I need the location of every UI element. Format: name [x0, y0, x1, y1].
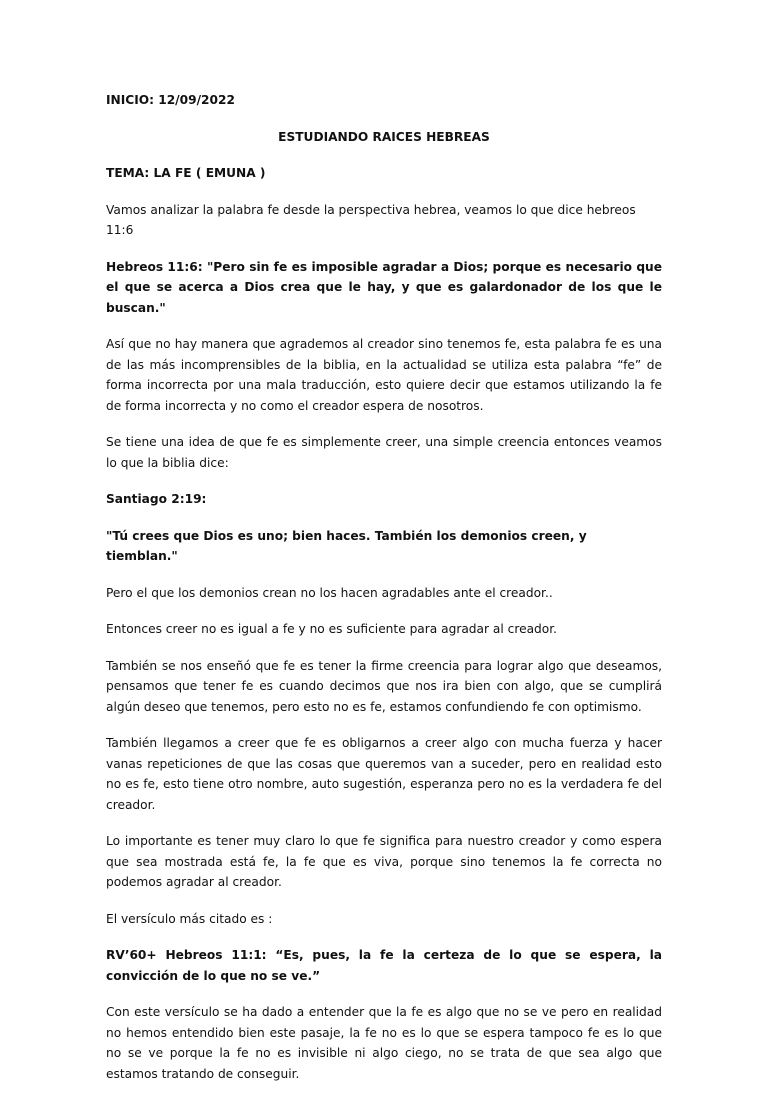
- paragraph-living-faith: Lo importante es tener muy claro lo que fe significa para nuestro creador y como espera que sea mostrada está fe, la fe que es viva, porque sino tenemos la fe correcta no podemos agradar al creador.: [106, 834, 662, 889]
- start-date-line: INICIO: 12/09/2022: [106, 93, 235, 107]
- reference-santiago-2-19: Santiago 2:19:: [106, 492, 207, 506]
- paragraph-auto-suggestion: También llegamos a creer que fe es obligarnos a creer algo con mucha fuerza y hacer vanas repeticiones de que las cosas que queremos van a suceder, pero en realidad esto no es fe, esto tiene otro nombre, auto sugestión, esperanza pero no es la verdadera fe del creador.: [106, 736, 662, 812]
- paragraph-belief-not-enough: Entonces creer no es igual a fe y no es suficiente para agradar al creador.: [106, 622, 557, 636]
- document-title: ESTUDIANDO RAICES HEBREAS: [278, 129, 490, 144]
- paragraph-verse-interpretation: Con este versículo se ha dado a entender que la fe es algo que no se ve pero en realidad no hemos entendido bien este pasaje, la fe no es lo que se espera tampoco fe es lo que no se ve porque la fe no es invisible ni algo ciego, no se trata de que sea algo que estamos tratando de conseguir.: [106, 1005, 662, 1081]
- paragraph-optimism: También se nos enseñó que fe es tener la firme creencia para lograr algo que deseamos, pensamos que tener fe es cuando decimos que nos ira bien con algo, que se cumplirá algún deseo que tenemos, pero esto no es fe, estamos confundiendo fe con optimismo.: [106, 658, 662, 714]
- topic-line: TEMA: LA FE ( EMUNA ): [106, 166, 266, 180]
- paragraph-faith-translation: Así que no hay manera que agrademos al creador sino tenemos fe, esta palabra fe es una de las más incomprensibles de la biblia, en la actualidad se utiliza esta palabra “fe” de forma incorrecta por una mala traducción, esto quiere decir que estamos utilizando la fe de forma incorrecta y no como el creador espera de nosotros.: [106, 337, 662, 413]
- quote-santiago-2-19: "Tú crees que Dios es uno; bien haces. También los demonios creen, y tiemblan.": [106, 528, 587, 563]
- document-page: [106, 90, 662, 1100]
- paragraph-demons: Pero el que los demonios crean no los hacen agradables ante el creador..: [106, 585, 553, 600]
- quote-hebreos-11-6: Hebreos 11:6: "Pero sin fe es imposible agradar a Dios; porque es necesario que el que se acerca a Dios crea que le hay, y que es galardonador de los que le buscan.": [106, 259, 662, 315]
- paragraph-most-cited-verse: El versículo más citado es :: [106, 911, 273, 926]
- paragraph-intro: Vamos analizar la palabra fe desde la perspectiva hebrea, veamos lo que dice hebreos 11:6: [106, 202, 636, 237]
- quote-hebreos-11-1: RV’60+ Hebreos 11:1: “Es, pues, la fe la certeza de lo que se espera, la convicción de lo que no se ve.”: [106, 948, 662, 983]
- paragraph-simple-belief: Se tiene una idea de que fe es simplemente creer, una simple creencia entonces veamos lo que la biblia dice:: [106, 435, 662, 470]
